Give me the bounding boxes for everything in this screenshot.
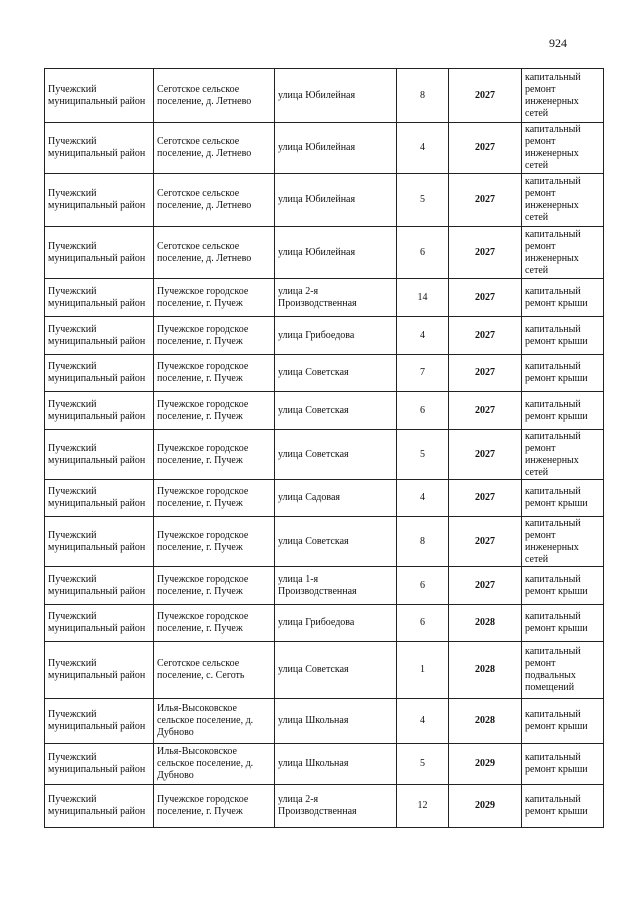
- work-type-cell: капитальный ремонт крыши: [522, 744, 604, 785]
- house-number-cell: 14: [397, 279, 449, 317]
- table-row: [45, 69, 604, 123]
- house-number-cell: 1: [397, 642, 449, 699]
- settlement-cell: Илья-Высоковское сельское поселение, д. Дубново: [154, 744, 275, 785]
- work-type-cell: капитальный ремонт инженерных сетей: [522, 227, 604, 279]
- settlement-cell: Пучежское городское поселение, г. Пучеж: [154, 430, 275, 480]
- street-cell: улица Советская: [275, 392, 397, 430]
- settlement-cell: Пучежское городское поселение, г. Пучеж: [154, 317, 275, 355]
- year-cell: 2027: [449, 227, 522, 279]
- street-cell: улица Грибоедова: [275, 317, 397, 355]
- settlement-cell: Пучежское городское поселение, г. Пучеж: [154, 567, 275, 605]
- district-cell: Пучежский муниципальный район: [45, 605, 154, 642]
- table-row: [45, 517, 604, 567]
- house-number-cell: 8: [397, 517, 449, 567]
- district-cell: Пучежский муниципальный район: [45, 430, 154, 480]
- year-cell: 2027: [449, 123, 522, 174]
- house-number-cell: 6: [397, 567, 449, 605]
- district-cell: Пучежский муниципальный район: [45, 392, 154, 430]
- table-row: [45, 699, 604, 744]
- year-cell: 2027: [449, 430, 522, 480]
- work-type-cell: капитальный ремонт инженерных сетей: [522, 174, 604, 227]
- table-row: [45, 744, 604, 785]
- table-row: [45, 279, 604, 317]
- year-cell: 2027: [449, 279, 522, 317]
- settlement-cell: Пучежское городское поселение, г. Пучеж: [154, 785, 275, 828]
- settlement-cell: Сеготское сельское поселение, д. Летнево: [154, 227, 275, 279]
- table-row: [45, 605, 604, 642]
- table-row: [45, 227, 604, 279]
- house-number-cell: 4: [397, 317, 449, 355]
- year-cell: 2028: [449, 642, 522, 699]
- table-row: [45, 480, 604, 517]
- year-cell: 2027: [449, 392, 522, 430]
- house-number-cell: 6: [397, 392, 449, 430]
- house-number-cell: 6: [397, 605, 449, 642]
- house-number-cell: 4: [397, 699, 449, 744]
- district-cell: Пучежский муниципальный район: [45, 480, 154, 517]
- work-type-cell: капитальный ремонт крыши: [522, 480, 604, 517]
- year-cell: 2027: [449, 355, 522, 392]
- table-row: [45, 317, 604, 355]
- year-cell: 2027: [449, 517, 522, 567]
- house-number-cell: 4: [397, 480, 449, 517]
- street-cell: улица Школьная: [275, 699, 397, 744]
- district-cell: Пучежский муниципальный район: [45, 567, 154, 605]
- year-cell: 2028: [449, 699, 522, 744]
- district-cell: Пучежский муниципальный район: [45, 279, 154, 317]
- work-type-cell: капитальный ремонт инженерных сетей: [522, 517, 604, 567]
- street-cell: улица Школьная: [275, 744, 397, 785]
- district-cell: Пучежский муниципальный район: [45, 517, 154, 567]
- house-number-cell: 12: [397, 785, 449, 828]
- year-cell: 2027: [449, 317, 522, 355]
- housing-repair-table: [44, 68, 604, 828]
- year-cell: 2027: [449, 567, 522, 605]
- table-row: [45, 430, 604, 480]
- work-type-cell: капитальный ремонт крыши: [522, 605, 604, 642]
- district-cell: Пучежский муниципальный район: [45, 123, 154, 174]
- settlement-cell: Пучежское городское поселение, г. Пучеж: [154, 605, 275, 642]
- house-number-cell: 4: [397, 123, 449, 174]
- table-row: [45, 355, 604, 392]
- work-type-cell: капитальный ремонт крыши: [522, 317, 604, 355]
- work-type-cell: капитальный ремонт крыши: [522, 785, 604, 828]
- district-cell: Пучежский муниципальный район: [45, 69, 154, 123]
- page-number: 924: [549, 36, 567, 50]
- street-cell: улица 2-я Производственная: [275, 279, 397, 317]
- street-cell: улица Садовая: [275, 480, 397, 517]
- street-cell: улица 1-я Производственная: [275, 567, 397, 605]
- settlement-cell: Сеготское сельское поселение, д. Летнево: [154, 123, 275, 174]
- table-row: [45, 567, 604, 605]
- settlement-cell: Илья-Высоковское сельское поселение, д. Дубново: [154, 699, 275, 744]
- year-cell: 2029: [449, 744, 522, 785]
- district-cell: Пучежский муниципальный район: [45, 317, 154, 355]
- street-cell: улица Советская: [275, 355, 397, 392]
- table-row: [45, 785, 604, 828]
- settlement-cell: Сеготское сельское поселение, д. Летнево: [154, 69, 275, 123]
- year-cell: 2028: [449, 605, 522, 642]
- year-cell: 2027: [449, 480, 522, 517]
- work-type-cell: капитальный ремонт подвальных помещений: [522, 642, 604, 699]
- house-number-cell: 5: [397, 744, 449, 785]
- house-number-cell: 5: [397, 174, 449, 227]
- street-cell: улица 2-я Производственная: [275, 785, 397, 828]
- settlement-cell: Пучежское городское поселение, г. Пучеж: [154, 355, 275, 392]
- table-row: [45, 123, 604, 174]
- settlement-cell: Пучежское городское поселение, г. Пучеж: [154, 517, 275, 567]
- settlement-cell: Пучежское городское поселение, г. Пучеж: [154, 480, 275, 517]
- table-body: [45, 69, 604, 828]
- work-type-cell: капитальный ремонт инженерных сетей: [522, 430, 604, 480]
- district-cell: Пучежский муниципальный район: [45, 355, 154, 392]
- work-type-cell: капитальный ремонт крыши: [522, 355, 604, 392]
- street-cell: улица Советская: [275, 642, 397, 699]
- district-cell: Пучежский муниципальный район: [45, 227, 154, 279]
- house-number-cell: 5: [397, 430, 449, 480]
- house-number-cell: 7: [397, 355, 449, 392]
- year-cell: 2027: [449, 174, 522, 227]
- work-type-cell: капитальный ремонт инженерных сетей: [522, 69, 604, 123]
- district-cell: Пучежский муниципальный район: [45, 642, 154, 699]
- street-cell: улица Советская: [275, 517, 397, 567]
- settlement-cell: Сеготское сельское поселение, с. Сеготь: [154, 642, 275, 699]
- house-number-cell: 8: [397, 69, 449, 123]
- street-cell: улица Юбилейная: [275, 123, 397, 174]
- work-type-cell: капитальный ремонт крыши: [522, 699, 604, 744]
- street-cell: улица Советская: [275, 430, 397, 480]
- district-cell: Пучежский муниципальный район: [45, 785, 154, 828]
- street-cell: улица Юбилейная: [275, 174, 397, 227]
- street-cell: улица Грибоедова: [275, 605, 397, 642]
- work-type-cell: капитальный ремонт крыши: [522, 392, 604, 430]
- work-type-cell: капитальный ремонт крыши: [522, 567, 604, 605]
- settlement-cell: Сеготское сельское поселение, д. Летнево: [154, 174, 275, 227]
- work-type-cell: капитальный ремонт крыши: [522, 279, 604, 317]
- table-row: [45, 392, 604, 430]
- district-cell: Пучежский муниципальный район: [45, 744, 154, 785]
- settlement-cell: Пучежское городское поселение, г. Пучеж: [154, 392, 275, 430]
- year-cell: 2029: [449, 785, 522, 828]
- year-cell: 2027: [449, 69, 522, 123]
- table-row: [45, 642, 604, 699]
- district-cell: Пучежский муниципальный район: [45, 699, 154, 744]
- work-type-cell: капитальный ремонт инженерных сетей: [522, 123, 604, 174]
- district-cell: Пучежский муниципальный район: [45, 174, 154, 227]
- house-number-cell: 6: [397, 227, 449, 279]
- street-cell: улица Юбилейная: [275, 69, 397, 123]
- street-cell: улица Юбилейная: [275, 227, 397, 279]
- settlement-cell: Пучежское городское поселение, г. Пучеж: [154, 279, 275, 317]
- table-row: [45, 174, 604, 227]
